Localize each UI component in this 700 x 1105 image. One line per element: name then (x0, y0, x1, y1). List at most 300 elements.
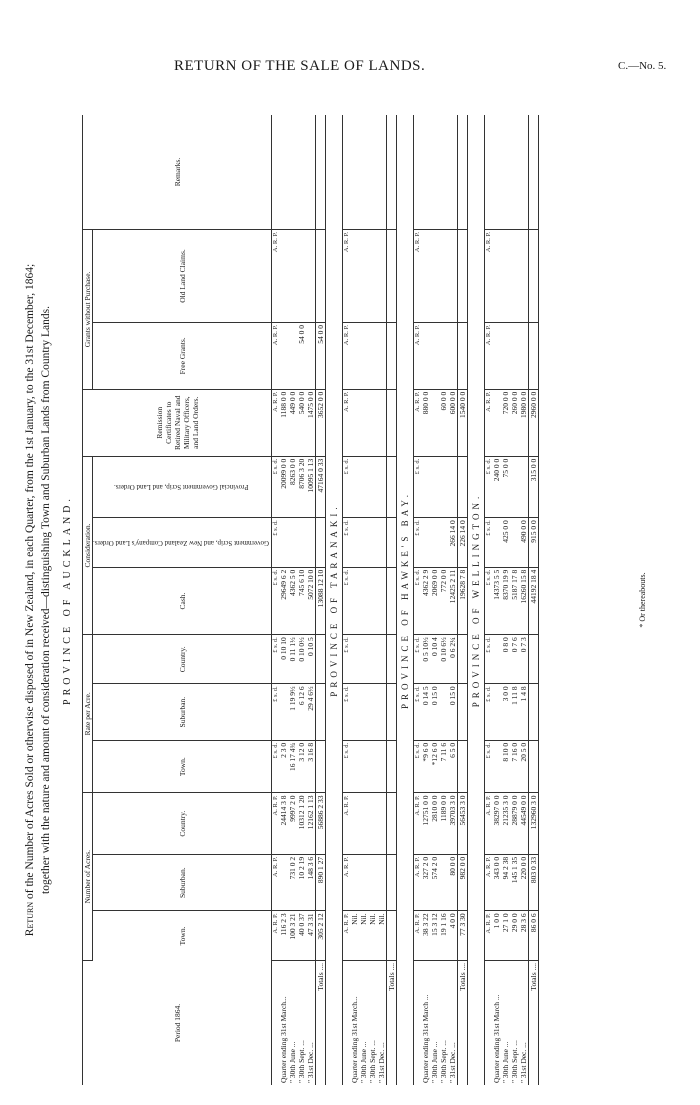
unit-cell: £ s. d. (272, 518, 280, 568)
totals-label: Totals .... (458, 961, 468, 1086)
cell-r_country: 0 10 4 (430, 635, 439, 684)
table-row (377, 115, 387, 1085)
cell-free (350, 323, 359, 390)
col-old-land: Old Land Claims. (93, 230, 272, 323)
cell-remission (492, 389, 501, 456)
cell-r_sub: 0 15 0 (448, 684, 458, 741)
col-group-acres: Number of Acres. (83, 793, 93, 961)
cell-r_sub (368, 684, 377, 741)
total-blank (316, 115, 326, 230)
cell-free (279, 323, 288, 390)
remarks-cell (359, 115, 368, 230)
col-group-consideration: Consideration. (83, 456, 93, 634)
unit-cell: £ s. d. (343, 456, 351, 517)
cell-country: 38297 0 0 (492, 793, 501, 854)
totals-label: Totals .... (387, 961, 397, 1086)
cell-country (350, 793, 359, 854)
cell-country: 39703 3 0 (448, 793, 458, 854)
total-blank (387, 115, 397, 230)
cell-r_sub (350, 684, 359, 741)
total-blank (529, 684, 539, 741)
unit-cell: £ s. d. (272, 567, 280, 634)
cell-r_town: 7 11 6 (439, 740, 448, 793)
total-nz (387, 518, 397, 568)
cell-nz (430, 518, 439, 568)
col-group-grants: Grants without Purchase. (83, 230, 93, 390)
cell-free: 54 0 0 (297, 323, 306, 390)
cell-nz: 425 0 0 (501, 518, 510, 568)
remarks-cell (501, 115, 510, 230)
cell-prov (359, 456, 368, 517)
cell-cash (368, 567, 377, 634)
cell-country (368, 793, 377, 854)
unit-cell: A. R. P. (272, 230, 280, 323)
cell-prov (510, 456, 519, 517)
cell-r_sub: 0 14 5 (421, 684, 430, 741)
period-cell: " 31st Dec. ... (306, 1042, 316, 1083)
cell-old (288, 230, 297, 323)
remarks-cell (439, 115, 448, 230)
cell-free (510, 323, 519, 390)
cell-prov (519, 456, 529, 517)
period-cell: Quarter ending 31st March ... (421, 994, 431, 1083)
cell-old (297, 230, 306, 323)
cell-r_sub: 6 12 6 (297, 684, 306, 741)
cell-free (430, 323, 439, 390)
remarks-cell (306, 115, 316, 230)
unit-cell: A. R. P. (414, 389, 422, 456)
unit-cell: £ s. d. (272, 684, 280, 741)
unit-row (414, 115, 422, 1085)
cell-free (306, 323, 316, 390)
province-heading: PROVINCE OF AUCKLAND. (62, 495, 73, 705)
unit-cell: £ s. d. (485, 456, 493, 517)
table-row (279, 115, 288, 1085)
table-row (368, 115, 377, 1085)
cell-cash: 29649 6 2 (279, 567, 288, 634)
cell-r_town (350, 740, 359, 793)
total-country: 132960 3 0 (529, 793, 539, 854)
total-suburban (387, 854, 397, 911)
cell-free (492, 323, 501, 390)
unit-cell: £ s. d. (414, 684, 422, 741)
period-cell: Quarter ending 31st March ... (492, 994, 502, 1083)
total-free (387, 323, 397, 390)
unit-cell-blank (343, 115, 351, 230)
unit-cell: A. R. P. (414, 911, 422, 961)
col-free-grants: Free Grants. (93, 323, 272, 390)
unit-cell: £ s. d. (485, 684, 493, 741)
page-header-ref: C.—No. 5. (618, 60, 667, 72)
col-remarks: Remarks. (83, 115, 272, 230)
cell-r_country (368, 635, 377, 684)
cell-nz (350, 518, 359, 568)
unit-cell: £ s. d. (414, 456, 422, 517)
cell-town: 15 3 12 (430, 911, 439, 961)
totals-row (387, 115, 397, 1085)
table-row (297, 115, 306, 1085)
cell-r_sub: 3 0 0 (501, 684, 510, 741)
table-row (288, 115, 297, 1085)
col-town: Town. (93, 911, 272, 961)
total-blank (387, 684, 397, 741)
cell-cash: 16260 15 8 (519, 567, 529, 634)
remarks-cell (519, 115, 529, 230)
table-row (430, 115, 439, 1085)
cell-r_town: *9 6 0 (421, 740, 430, 793)
cell-nz (439, 518, 448, 568)
cell-r_sub (359, 684, 368, 741)
province-heading-row (397, 115, 414, 1085)
cell-town: Nil. (359, 911, 368, 961)
footnote: * Or thereabouts. (638, 572, 647, 628)
unit-cell-blank (343, 961, 351, 1086)
total-prov: 315 0 0 (529, 456, 539, 517)
table-row (448, 115, 458, 1085)
cell-nz (368, 518, 377, 568)
cell-cash: 5072 10 0 (306, 567, 316, 634)
unit-cell: £ s. d. (343, 684, 351, 741)
cell-town: 116 2 3 (279, 911, 288, 961)
total-suburban: 803 0 33 (529, 854, 539, 911)
col-rate-town: Town. (93, 740, 272, 793)
cell-r_country: 0 10 10 (279, 635, 288, 684)
unit-row (343, 115, 351, 1085)
cell-r_sub: 1 11 8 (510, 684, 519, 741)
totals-row (458, 115, 468, 1085)
cell-r_sub: 0 15 0 (430, 684, 439, 741)
remarks-cell (377, 115, 387, 230)
unit-cell: A. R. P. (343, 793, 351, 854)
cell-nz (306, 518, 316, 568)
province-heading: PROVINCE OF WELLINGTON. (468, 115, 485, 1085)
col-period: Period 1864. (83, 961, 272, 1086)
cell-town: 19 1 16 (439, 911, 448, 961)
unit-cell: £ s. d. (343, 635, 351, 684)
cell-r_country: 0 8 0 (501, 635, 510, 684)
period-cell: " 30th Sept. ... (439, 1040, 449, 1083)
remarks-cell (492, 115, 501, 230)
cell-r_country (492, 635, 501, 684)
unit-cell: £ s. d. (272, 456, 280, 517)
cell-old (510, 230, 519, 323)
cell-remission: 600 0 0 (448, 389, 458, 456)
unit-cell: £ s. d. (485, 518, 493, 568)
col-scrip-prov: Provincial Government Scrip, and Land Orders. (93, 456, 272, 517)
province-heading: PROVINCE OF HAWKE'S BAY. (397, 115, 414, 1085)
period-cell: " 31st Dec. ... (519, 1042, 529, 1083)
cell-nz (359, 518, 368, 568)
cell-old (439, 230, 448, 323)
cell-old (368, 230, 377, 323)
unit-cell: A. R. P. (414, 793, 422, 854)
cell-nz (377, 518, 387, 568)
totals-label: Totals .... (316, 961, 326, 1086)
total-prov (387, 456, 397, 517)
cell-cash: 4362 5 0 (288, 567, 297, 634)
cell-prov (377, 456, 387, 517)
return-title-lead: Return (24, 901, 36, 937)
cell-remission (350, 389, 359, 456)
cell-town: 38 3 22 (421, 911, 430, 961)
cell-suburban: 731 0 2 (288, 854, 297, 911)
total-blank (387, 740, 397, 793)
unit-cell: £ s. d. (272, 635, 280, 684)
cell-r_sub: 1 4 8 (519, 684, 529, 741)
cell-r_country: 0 7 3 (519, 635, 529, 684)
cell-r_town (359, 740, 368, 793)
period-cell: Quarter ending 31st March... (279, 996, 289, 1083)
cell-suburban: 94 2 38 (501, 854, 510, 911)
cell-suburban: 145 1 35 (510, 854, 519, 911)
cell-r_town: 16 17 4¾ (288, 740, 297, 793)
cell-remission (430, 389, 439, 456)
table-row (359, 115, 368, 1085)
cell-old (359, 230, 368, 323)
remarks-cell (350, 115, 359, 230)
cell-town: 100 3 21 (288, 911, 297, 961)
total-old (458, 230, 468, 323)
col-cash: Cash. (93, 567, 272, 634)
cell-free (448, 323, 458, 390)
unit-cell: A. R. P. (414, 854, 422, 911)
table-row (501, 115, 510, 1085)
cell-suburban: 80 0 0 (448, 854, 458, 911)
total-country (387, 793, 397, 854)
totals-row (316, 115, 326, 1085)
cell-town: 40 0 37 (297, 911, 306, 961)
total-blank (458, 740, 468, 793)
unit-cell: A. R. P. (485, 389, 493, 456)
province-heading-row (326, 115, 343, 1085)
total-blank (316, 684, 326, 741)
return-table-body (272, 115, 539, 1085)
cell-remission (368, 389, 377, 456)
remarks-cell (510, 115, 519, 230)
cell-remission: 449 0 0 (288, 389, 297, 456)
province-heading: PROVINCE OF TARANAKI. (326, 115, 343, 1085)
total-old (316, 230, 326, 323)
total-prov (458, 456, 468, 517)
total-country: 56886 2 33 (316, 793, 326, 854)
remarks-cell (297, 115, 306, 230)
cell-old (350, 230, 359, 323)
cell-suburban (350, 854, 359, 911)
cell-town: 27 1 0 (501, 911, 510, 961)
cell-r_country (350, 635, 359, 684)
cell-remission: 720 0 0 (501, 389, 510, 456)
total-free (529, 323, 539, 390)
total-remission (387, 389, 397, 456)
cell-cash (377, 567, 387, 634)
total-remission: 1540 0 0 (458, 389, 468, 456)
unit-cell: A. R. P. (485, 230, 493, 323)
total-blank (458, 635, 468, 684)
unit-cell: £ s. d. (343, 740, 351, 793)
cell-r_town (377, 740, 387, 793)
unit-cell: A. R. P. (272, 389, 280, 456)
cell-nz: 266 14 0 (448, 518, 458, 568)
cell-nz (297, 518, 306, 568)
cell-suburban (377, 854, 387, 911)
cell-prov: 10095 1 13 (306, 456, 316, 517)
cell-r_country: 0 6 2¼ (448, 635, 458, 684)
cell-suburban (359, 854, 368, 911)
total-old (387, 230, 397, 323)
cell-r_town: *12 6 0 (430, 740, 439, 793)
return-title-line2: together with the nature and amount of consideration received—distinguishing Town and Suburban Lands from Country Lands. (40, 306, 52, 894)
total-free: 54 0 0 (316, 323, 326, 390)
cell-town: Nil. (377, 911, 387, 961)
cell-town: 28 3 6 (519, 911, 529, 961)
col-suburban: Suburban. (93, 854, 272, 911)
cell-country: 44549 0 0 (519, 793, 529, 854)
cell-r_country: 0 10 6½ (439, 635, 448, 684)
cell-prov: 75 0 0 (501, 456, 510, 517)
unit-cell: A. R. P. (485, 793, 493, 854)
cell-cash: 4362 2 9 (421, 567, 430, 634)
remarks-cell (448, 115, 458, 230)
total-nz: 915 0 0 (529, 518, 539, 568)
total-cash: 13088 12 10 (316, 567, 326, 634)
cell-town: 47 3 31 (306, 911, 316, 961)
unit-cell-blank (272, 961, 280, 1086)
unit-cell: £ s. d. (485, 635, 493, 684)
cell-r_sub (279, 684, 288, 741)
cell-prov: 8706 3 20 (297, 456, 306, 517)
total-nz (316, 518, 326, 568)
cell-remission: 540 0 0 (297, 389, 306, 456)
cell-remission: 260 0 0 (510, 389, 519, 456)
total-cash: 44192 18 4 (529, 567, 539, 634)
cell-cash: 14373 5 5 (492, 567, 501, 634)
total-blank (387, 635, 397, 684)
unit-cell: A. R. P. (485, 854, 493, 911)
cell-nz: 490 0 0 (519, 518, 529, 568)
period-cell: " 31st Dec. ... (448, 1042, 458, 1083)
cell-prov: 20099 0 0 (279, 456, 288, 517)
unit-cell-blank (272, 115, 280, 230)
cell-nz (421, 518, 430, 568)
total-free (458, 323, 468, 390)
total-blank (529, 115, 539, 230)
table-row (421, 115, 430, 1085)
cell-r_town: 3 16 8 (306, 740, 316, 793)
cell-prov: 8263 0 0 (288, 456, 297, 517)
cell-cash: 8370 19 9 (501, 567, 510, 634)
cell-r_country: 0 10 5 (306, 635, 316, 684)
cell-country: 9997 2 0 (288, 793, 297, 854)
cell-remission: 880 0 0 (421, 389, 430, 456)
remarks-cell (430, 115, 439, 230)
cell-free (519, 323, 529, 390)
cell-town: 4 0 0 (448, 911, 458, 961)
total-blank (458, 684, 468, 741)
return-title-line1: of the Number of Acres Sold or otherwise disposed of in New Zealand, in each Quarter, from the 1st January, to the 31st December, 1864; (24, 263, 36, 902)
cell-r_country (359, 635, 368, 684)
cell-cash (359, 567, 368, 634)
cell-r_country: 0 10 0½ (297, 635, 306, 684)
cell-free (439, 323, 448, 390)
total-town: 77 3 30 (458, 911, 468, 961)
table-row (439, 115, 448, 1085)
cell-nz (510, 518, 519, 568)
period-cell: " 30th Sept. ... (297, 1040, 307, 1083)
cell-r_country: 0 5 10½ (421, 635, 430, 684)
cell-cash (350, 567, 359, 634)
cell-old (306, 230, 316, 323)
cell-old (448, 230, 458, 323)
cell-r_country (377, 635, 387, 684)
col-group-rate: Rate per Acre. (83, 635, 93, 793)
cell-cash: 2069 0 0 (430, 567, 439, 634)
cell-free (377, 323, 387, 390)
cell-prov (421, 456, 430, 517)
cell-r_sub (439, 684, 448, 741)
total-prov: 47164 0 33 (316, 456, 326, 517)
cell-old (501, 230, 510, 323)
remarks-cell (421, 115, 430, 230)
total-blank (316, 740, 326, 793)
cell-remission: 1475 0 0 (306, 389, 316, 456)
cell-r_town (368, 740, 377, 793)
total-nz: 226 14 0 (458, 518, 468, 568)
table-row (492, 115, 501, 1085)
table-row (519, 115, 529, 1085)
cell-country: 10312 1 20 (297, 793, 306, 854)
cell-old (421, 230, 430, 323)
cell-r_town: 6 5 0 (448, 740, 458, 793)
period-cell: " 30th June ... (501, 1041, 511, 1083)
cell-old (279, 230, 288, 323)
cell-country: 1189 0 0 (439, 793, 448, 854)
cell-prov (368, 456, 377, 517)
cell-r_town: 7 16 0 (510, 740, 519, 793)
cell-suburban (279, 854, 288, 911)
cell-town: 29 0 0 (510, 911, 519, 961)
period-cell: " 30th June ... (430, 1041, 440, 1083)
total-remission: 3652 0 0 (316, 389, 326, 456)
cell-r_country: 0 7 6 (510, 635, 519, 684)
unit-cell: A. R. P. (414, 323, 422, 390)
cell-suburban: 10 2 19 (297, 854, 306, 911)
cell-suburban: 148 3 6 (306, 854, 316, 911)
total-remission: 2960 0 0 (529, 389, 539, 456)
col-country: Country. (93, 793, 272, 854)
cell-r_country: 0 11 1½ (288, 635, 297, 684)
total-country: 56453 3 0 (458, 793, 468, 854)
cell-suburban (368, 854, 377, 911)
total-suburban: 982 0 0 (458, 854, 468, 911)
cell-r_town (492, 740, 501, 793)
return-title (22, 105, 54, 1095)
cell-town: 1 0 0 (492, 911, 501, 961)
cell-country: 12162 1 13 (306, 793, 316, 854)
cell-country: 24414 3 8 (279, 793, 288, 854)
cell-prov (350, 456, 359, 517)
cell-nz (288, 518, 297, 568)
unit-row (272, 115, 280, 1085)
cell-r_sub (492, 684, 501, 741)
cell-remission: 60 0 0 (439, 389, 448, 456)
cell-prov (448, 456, 458, 517)
total-blank (458, 115, 468, 230)
remarks-cell (368, 115, 377, 230)
unit-cell-blank (414, 961, 422, 1086)
cell-remission (377, 389, 387, 456)
cell-prov (439, 456, 448, 517)
total-old (529, 230, 539, 323)
